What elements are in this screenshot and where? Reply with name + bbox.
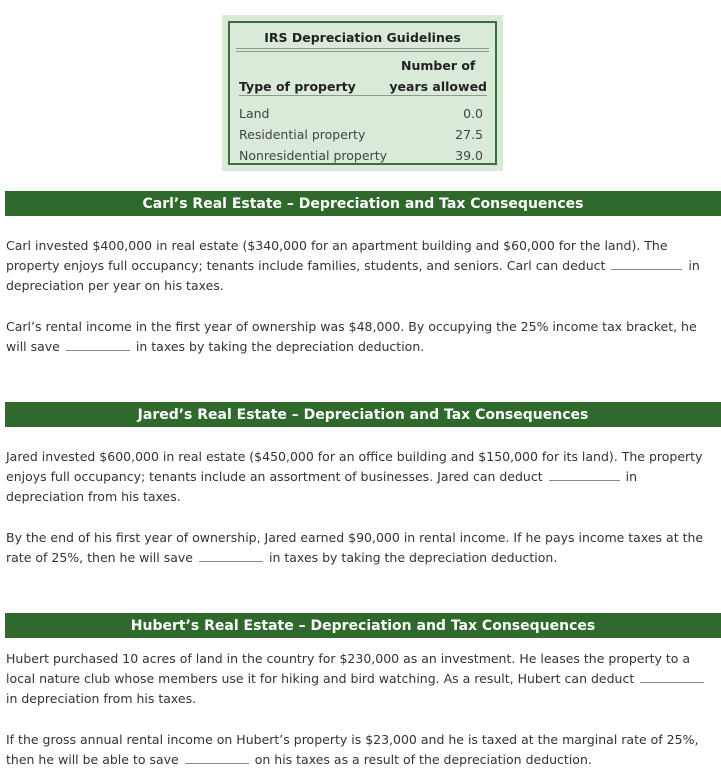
row-type: Land: [239, 105, 270, 121]
table-row: [239, 103, 483, 123]
carl-depreciation-answer-field[interactable]: [611, 256, 682, 270]
hubert-p2-text-b: on his taxes as a result of the depreciation deduction.: [254, 752, 592, 767]
irs-title-divider: [236, 48, 489, 52]
jared-paragraph-1: [6, 447, 718, 507]
years-header-line1: Number of: [401, 58, 476, 73]
jared-p1-text-b: in depreciation from his taxes.: [6, 469, 638, 504]
carl-section-header: Carl’s Real Estate – Depreciation and Tax Consequences: [5, 191, 721, 216]
years-header-line2: years allowed: [389, 79, 487, 94]
hubert-p1-text-b: in depreciation from his taxes.: [6, 691, 197, 706]
hubert-section-header: Hubert’s Real Estate – Depreciation and Tax Consequences: [5, 613, 721, 638]
jared-p2-text-b: in taxes by taking the depreciation deduction.: [269, 550, 558, 565]
jared-p1-text-a: Jared invested $600,000 in real estate ($450,000 for an office building and $150,000 for its land). The property enjoys full occupancy; tenants include an assortment of businesses. Jared can deduct: [6, 449, 703, 484]
hubert-depreciation-answer-field[interactable]: [640, 669, 704, 683]
carl-paragraph-1: [6, 236, 718, 296]
carl-paragraph-2: [6, 317, 718, 357]
years-column-header: [389, 55, 487, 97]
irs-table-frame: [228, 21, 497, 165]
row-years: 27.5: [455, 126, 483, 142]
row-type: Residential property: [239, 126, 366, 142]
hubert-p1-text-a: Hubert purchased 10 acres of land in the country for $230,000 as an investment. He leases the property to a local nature club whose members use it for hiking and bird watching. As a result, Hubert can deduct: [6, 651, 691, 686]
carl-p2-text-a: Carl’s rental income in the first year of ownership was $48,000. By occupying the 25% income tax bracket, he will save: [6, 319, 697, 354]
carl-p1-text-a: Carl invested $400,000 in real estate ($340,000 for an apartment building and $60,000 for the land). The property enjoys full occupancy; tenants include families, students, and seniors. Carl can deduct: [6, 238, 668, 273]
jared-paragraph-2: [6, 528, 718, 568]
jared-section-header: Jared’s Real Estate – Depreciation and Tax Consequences: [5, 402, 721, 427]
irs-table-title: IRS Depreciation Guidelines: [264, 30, 461, 45]
carl-p2-text-b: in taxes by taking the depreciation deduction.: [135, 339, 425, 354]
carl-p1-text-b: in depreciation per year on his taxes.: [6, 258, 700, 293]
row-type: Nonresidential property: [239, 147, 387, 163]
table-row: [239, 145, 483, 165]
hubert-tax-savings-answer-field[interactable]: [185, 750, 249, 764]
table-row: [239, 124, 483, 144]
row-years: 0.0: [463, 105, 483, 121]
hubert-paragraph-1: [6, 649, 718, 709]
row-years: 39.0: [455, 147, 483, 163]
jared-depreciation-answer-field[interactable]: [549, 467, 620, 481]
jared-tax-savings-answer-field[interactable]: [199, 548, 263, 562]
header-divider: [239, 95, 487, 96]
irs-guidelines-table: [222, 15, 503, 171]
carl-tax-savings-answer-field[interactable]: [66, 337, 130, 351]
type-column-header: Type of property: [239, 79, 356, 94]
hubert-paragraph-2: [6, 730, 718, 770]
hubert-p2-text-a: If the gross annual rental income on Hubert’s property is $23,000 and he is taxed at the marginal rate of 25%, then he will be able to save: [6, 732, 699, 767]
jared-p2-text-a: By the end of his first year of ownership, Jared earned $90,000 in rental income. If he pays income taxes at the rate of 25%, then he will save: [6, 530, 704, 565]
